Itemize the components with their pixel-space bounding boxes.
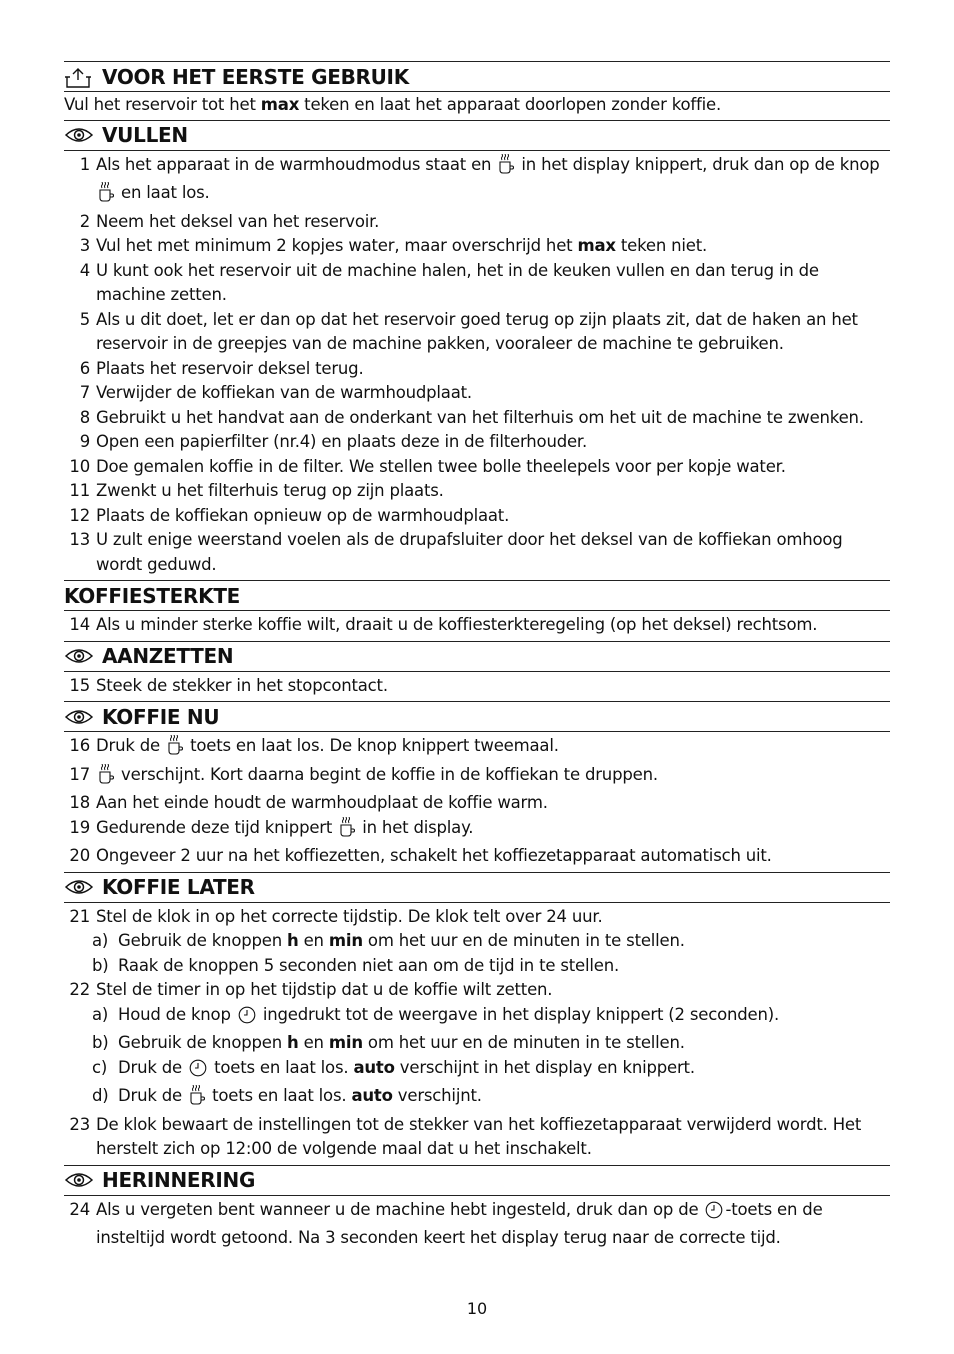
eye-icon [64, 125, 92, 145]
warm-icon [167, 735, 183, 763]
list-item: 18 Aan het einde houdt de warmhoudplaat de koffie warm. [69, 793, 548, 812]
instruction-list [64, 732, 890, 872]
section-heading-first-use [64, 61, 890, 92]
warm-icon [339, 817, 355, 845]
eye-icon [64, 877, 92, 897]
list-item: 24 Als u vergeten bent wanneer u de machine hebt ingesteld, druk dan op de -toets en de insteltijd wordt getoond. Na 3 seconden keert het display terug naar de correcte tijd. [69, 1199, 823, 1247]
section-title: VULLEN [102, 123, 188, 147]
instruction-list [64, 611, 890, 641]
list-item: 20 Ongeveer 2 uur na het koffiezetten, schakelt het koffiezetapparaat automatisch uit. [69, 846, 772, 865]
sub-list-item: b) Gebruik de knoppen h en min om het uur en de minuten in te stellen. [92, 1033, 685, 1052]
list-item: 13 U zult enige weerstand voelen als de drupafsluiter door het deksel van de koffiekan omhoog wordt geduwd. [69, 530, 843, 574]
section-heading-koffiesterkte [64, 580, 890, 611]
list-item: 11 Zwenkt u het filterhuis terug op zijn plaats. [69, 481, 444, 500]
sub-list-item: c) Druk de toets en laat los. auto verschijnt in het display en knippert. [64, 1056, 890, 1085]
section-title: KOFFIE NU [102, 704, 220, 729]
instruction-list [64, 903, 890, 1165]
list-item: 22 Stel de timer in op het tijdstip dat u de koffie wilt zetten. [69, 980, 553, 999]
list-item: 12 Plaats de koffiekan opnieuw op de warmhoudplaat. [69, 505, 510, 525]
list-item: 1 Als het apparaat in de warmhoudmodus staat en in het display knippert, druk dan op de knop en laat los. [64, 153, 890, 210]
list-item: 9 Open een papierfilter (nr.4) en plaats deze in de filterhouder. [79, 432, 588, 451]
list-item: 16 Druk de toets en laat los. De knop knippert tweemaal. [64, 734, 890, 763]
list-item: 4 U kunt ook het reservoir uit de machine halen, het in de keuken vullen en dan terug in de machine zetten. [79, 260, 819, 304]
list-item: 14 Als u minder sterke koffie wilt, draait u de koffiesterkteregeling (op het deksel) rechtsom. [69, 615, 818, 634]
list-item: 17 verschijnt. Kort daarna begint de koffie in de koffiekan te druppen. [64, 763, 890, 792]
document-page [64, 61, 890, 1254]
section-heading-vullen [64, 120, 890, 151]
clock-icon [238, 1006, 256, 1032]
list-item: 23 De klok bewaart de instellingen tot de stekker van het koffiezetapparaat verwijderd wordt. Het herstelt zich op 12:00 de volgende maal dat u het inschakelt. [69, 1114, 862, 1158]
list-item: 2 Neem het deksel van het reservoir. [79, 211, 380, 231]
warm-icon [498, 154, 514, 182]
list-item: 3 Vul het met minimum 2 kopjes water, maar overschrijd het max teken niet. [79, 236, 708, 255]
sub-list-item: d) Druk de toets en laat los. auto verschijnt. [64, 1084, 890, 1113]
instruction-list [64, 151, 890, 581]
section-heading-koffie-later [64, 872, 890, 903]
list-item: 15 Steek de stekker in het stopcontact. [69, 675, 388, 695]
page-number: 10 [466, 1299, 488, 1318]
clock-icon [705, 1201, 723, 1227]
section-title: AANZETTEN [102, 644, 234, 668]
section-title: KOFFIE LATER [102, 875, 255, 899]
section-title: VOOR HET EERSTE GEBRUIK [102, 64, 409, 89]
sub-list-item: b) Raak de knoppen 5 seconden niet aan om de tijd in te stellen. [92, 955, 620, 975]
instruction-list [64, 672, 890, 702]
list-item: 21 Stel de klok in op het correcte tijdstip. De klok telt over 24 uur. [69, 906, 603, 926]
paragraph: Vul het reservoir tot het max teken en laat het apparaat doorlopen zonder koffie. [64, 95, 721, 114]
list-item: 8 Gebruikt u het handvat aan de onderkant van het filterhuis om het uit de machine te zwenken. [79, 407, 864, 427]
instruction-list [64, 1196, 890, 1254]
list-item: 7 Verwijder de koffiekan van de warmhoudplaat. [79, 383, 472, 402]
clock-icon [189, 1059, 207, 1085]
list-item: 6 Plaats het reservoir deksel terug. [79, 358, 364, 378]
eye-icon [64, 1170, 92, 1190]
list-item: 10 Doe gemalen koffie in de filter. We stellen twee bolle theelepels voor per kopje water. [69, 456, 786, 476]
list-item: 19 Gedurende deze tijd knippert in het display. [64, 816, 890, 845]
warm-icon [98, 764, 114, 792]
sub-list-item: a) Gebruik de knoppen h en min om het uur en de minuten in te stellen. [92, 931, 685, 950]
section-title: KOFFIESTERKTE [64, 583, 241, 608]
eye-icon [64, 646, 92, 666]
section-heading-koffie-nu [64, 701, 890, 732]
hands-icon [64, 67, 92, 87]
warm-icon [98, 182, 114, 210]
section-heading-aanzetten [64, 641, 890, 672]
section-title: HERINNERING [102, 1168, 256, 1192]
list-item: 5 Als u dit doet, let er dan op dat het reservoir goed terug op zijn plaats zit, dat de haken an het reservoir in de greepjes van de machine pakken, vooraleer de machine te gebruiken. [79, 309, 858, 353]
warm-icon [189, 1085, 205, 1113]
sub-list-item: a) Houd de knop ingedrukt tot de weergave in het display knippert (2 seconden). [64, 1003, 890, 1032]
eye-icon [64, 707, 92, 727]
section-heading-herinnering [64, 1165, 890, 1196]
